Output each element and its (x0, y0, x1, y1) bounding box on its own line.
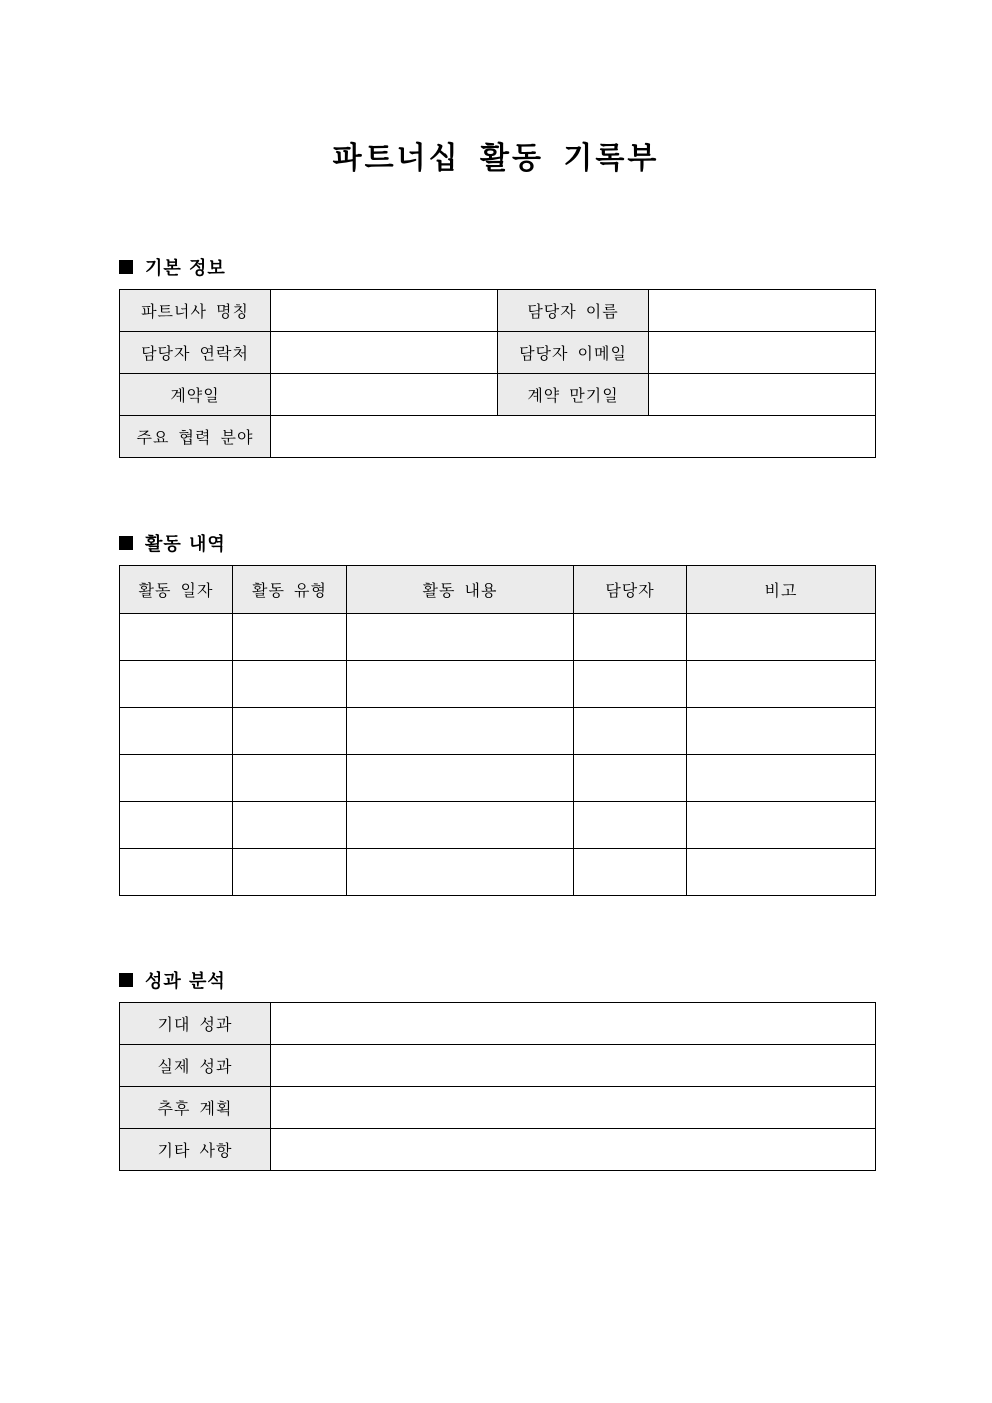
table-cell[interactable] (687, 708, 876, 755)
label-other-notes: 기타 사항 (120, 1129, 271, 1171)
square-bullet-icon (119, 536, 133, 550)
column-header-manager: 담당자 (574, 566, 687, 614)
table-row (120, 802, 876, 849)
table-cell[interactable] (687, 661, 876, 708)
table-cell[interactable] (233, 849, 347, 896)
main-field-field[interactable] (271, 416, 876, 458)
table-row (120, 290, 876, 332)
table-cell[interactable] (347, 849, 574, 896)
section-activity-heading (119, 530, 226, 556)
other-notes-field[interactable] (271, 1129, 876, 1171)
label-expected-result: 기대 성과 (120, 1003, 271, 1045)
table-cell[interactable] (574, 708, 687, 755)
table-row (120, 1003, 876, 1045)
label-partner-name: 파트너사 명칭 (120, 290, 271, 332)
table-cell[interactable] (120, 614, 233, 661)
table-cell[interactable] (574, 802, 687, 849)
table-cell[interactable] (347, 755, 574, 802)
table-row (120, 1045, 876, 1087)
table-cell[interactable] (687, 614, 876, 661)
manager-name-field[interactable] (649, 290, 876, 332)
partner-name-field[interactable] (271, 290, 498, 332)
label-actual-result: 실제 성과 (120, 1045, 271, 1087)
contract-date-field[interactable] (271, 374, 498, 416)
column-header-note: 비고 (687, 566, 876, 614)
section-results-heading (119, 967, 226, 993)
table-cell[interactable] (574, 849, 687, 896)
table-row (120, 755, 876, 802)
table-row (120, 1087, 876, 1129)
table-cell[interactable] (120, 708, 233, 755)
label-main-field: 주요 협력 분야 (120, 416, 271, 458)
table-cell[interactable] (574, 755, 687, 802)
table-row (120, 614, 876, 661)
table-header-row (120, 566, 876, 614)
document-title: 파트너십 활동 기록부 (332, 141, 660, 176)
table-row (120, 1129, 876, 1171)
table-cell[interactable] (687, 755, 876, 802)
table-cell[interactable] (120, 802, 233, 849)
table-row (120, 374, 876, 416)
results-table (119, 1002, 876, 1171)
table-row (120, 849, 876, 896)
table-cell[interactable] (233, 661, 347, 708)
actual-result-field[interactable] (271, 1045, 876, 1087)
label-contract-date: 계약일 (120, 374, 271, 416)
square-bullet-icon (119, 260, 133, 274)
section-heading-text: 기본 정보 (145, 258, 226, 279)
expected-result-field[interactable] (271, 1003, 876, 1045)
contract-expiry-field[interactable] (649, 374, 876, 416)
table-row (120, 661, 876, 708)
table-cell[interactable] (233, 802, 347, 849)
table-cell[interactable] (687, 802, 876, 849)
column-header-type: 활동 유형 (233, 566, 347, 614)
table-cell[interactable] (347, 708, 574, 755)
section-basic-info-heading (119, 254, 226, 280)
label-contract-expiry: 계약 만기일 (498, 374, 649, 416)
square-bullet-icon (119, 973, 133, 987)
table-row (120, 416, 876, 458)
manager-contact-field[interactable] (271, 332, 498, 374)
table-cell[interactable] (347, 614, 574, 661)
basic-info-table (119, 289, 876, 458)
section-heading-text: 활동 내역 (145, 534, 226, 555)
table-cell[interactable] (574, 614, 687, 661)
label-manager-contact: 담당자 연락처 (120, 332, 271, 374)
future-plan-field[interactable] (271, 1087, 876, 1129)
table-cell[interactable] (233, 614, 347, 661)
label-future-plan: 추후 계획 (120, 1087, 271, 1129)
table-cell[interactable] (347, 802, 574, 849)
table-row (120, 708, 876, 755)
table-row (120, 332, 876, 374)
table-cell[interactable] (347, 661, 574, 708)
section-heading-text: 성과 분석 (145, 971, 226, 992)
manager-email-field[interactable] (649, 332, 876, 374)
label-manager-email: 담당자 이메일 (498, 332, 649, 374)
label-manager-name: 담당자 이름 (498, 290, 649, 332)
table-cell[interactable] (233, 755, 347, 802)
table-cell[interactable] (120, 661, 233, 708)
table-cell[interactable] (233, 708, 347, 755)
table-cell[interactable] (120, 755, 233, 802)
column-header-content: 활동 내용 (347, 566, 574, 614)
table-cell[interactable] (120, 849, 233, 896)
table-cell[interactable] (687, 849, 876, 896)
table-cell[interactable] (574, 661, 687, 708)
activity-table (119, 565, 876, 896)
column-header-date: 활동 일자 (120, 566, 233, 614)
